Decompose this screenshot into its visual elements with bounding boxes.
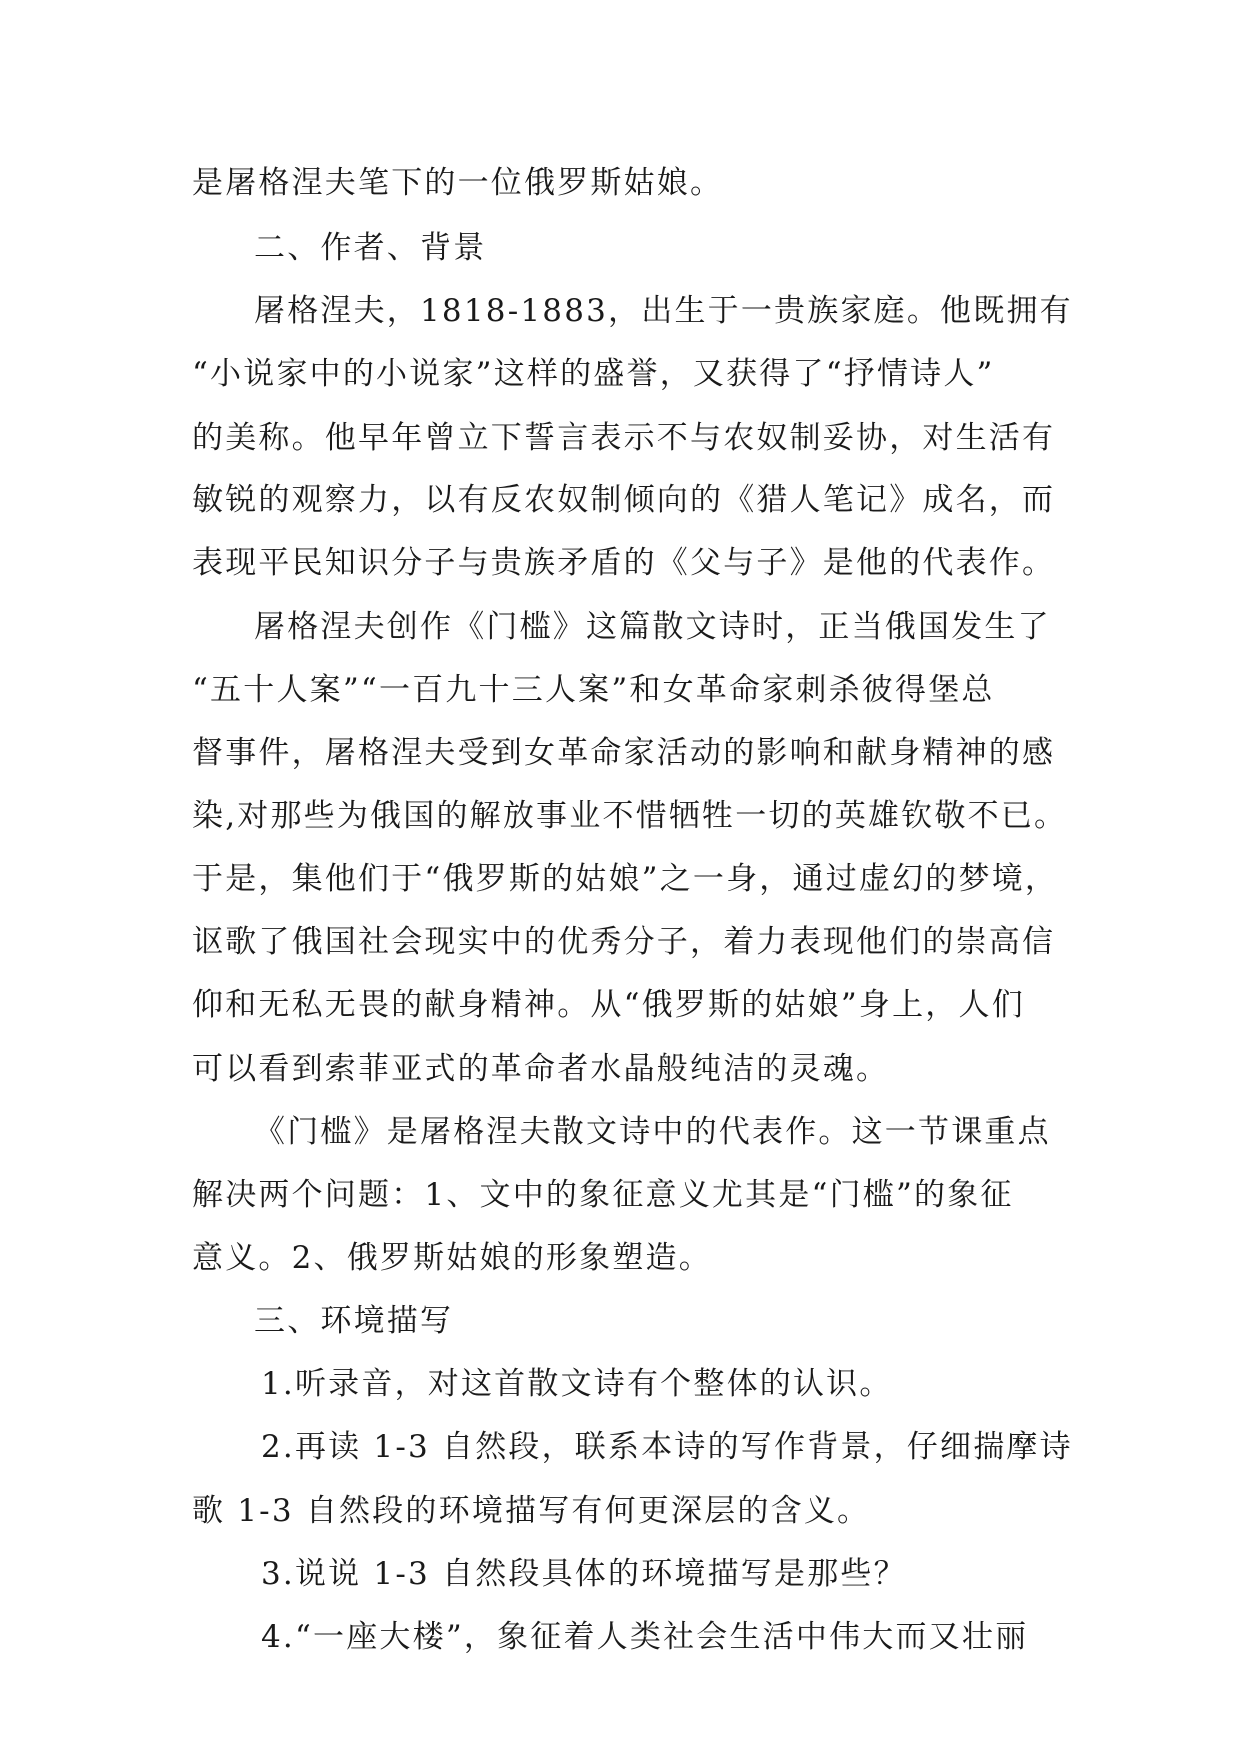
list-item: 3.说说 1-3 自然段具体的环境描写是那些？ [261,1556,907,1592]
text-line: 屠格涅夫创作《门槛》这篇散文诗时，正当俄国发生了 [254,609,1051,645]
list-item: 2.再读 1-3 自然段，联系本诗的写作背景，仔细揣摩诗 [261,1429,1073,1465]
section-heading: 三、环境描写 [254,1303,454,1339]
text-line: 屠格涅夫，1818-1883，出生于一贵族家庭。他既拥有 [254,293,1073,329]
text-line: 讴歌了俄国社会现实中的优秀分子，着力表现他们的崇高信 [192,924,1056,960]
text-line: “小说家中的小说家”这样的盛誉，又获得了“抒情诗人” [192,356,995,392]
text-line: 歌 1-3 自然段的环境描写有何更深层的含义。 [192,1493,871,1529]
section-heading: 二、作者、背景 [254,230,487,266]
list-item: 1.听录音，对这首散文诗有个整体的认识。 [261,1366,893,1402]
text-line: 仰和无私无畏的献身精神。从“俄罗斯的姑娘”身上，人们 [192,987,1025,1023]
text-line: “五十人案”“一百九十三人案”和女革命家刺杀彼得堡总 [192,672,995,708]
text-line: 《门槛》是屠格涅夫散文诗中的代表作。这一节课重点 [254,1114,1051,1150]
text-line: 染,对那些为俄国的解放事业不惜牺牲一切的英雄钦敬不已。 [192,798,1068,834]
text-line: 意义。2、俄罗斯姑娘的形象塑造。 [192,1240,712,1276]
text-line: 是屠格涅夫笔下的一位俄罗斯姑娘。 [192,165,724,201]
text-line: 可以看到索菲亚式的革命者水晶般纯洁的灵魂。 [192,1051,890,1087]
text-line: 的美称。他早年曾立下誓言表示不与农奴制妥协，对生活有 [192,420,1056,456]
text-line: 解决两个问题：1、文中的象征意义尤其是“门槛”的象征 [192,1177,1014,1213]
text-line: 于是，集他们于“俄罗斯的姑娘”之一身，通过虚幻的梦境， [192,861,1059,897]
text-line: 敏锐的观察力，以有反农奴制倾向的《猎人笔记》成名，而 [192,482,1056,518]
text-line: 督事件，屠格涅夫受到女革命家活动的影响和献身精神的感 [192,735,1056,771]
list-item: 4.“一座大楼”，象征着人类社会生活中伟大而又壮丽 [261,1619,1029,1655]
text-line: 表现平民知识分子与贵族矛盾的《父与子》是他的代表作。 [192,545,1056,581]
